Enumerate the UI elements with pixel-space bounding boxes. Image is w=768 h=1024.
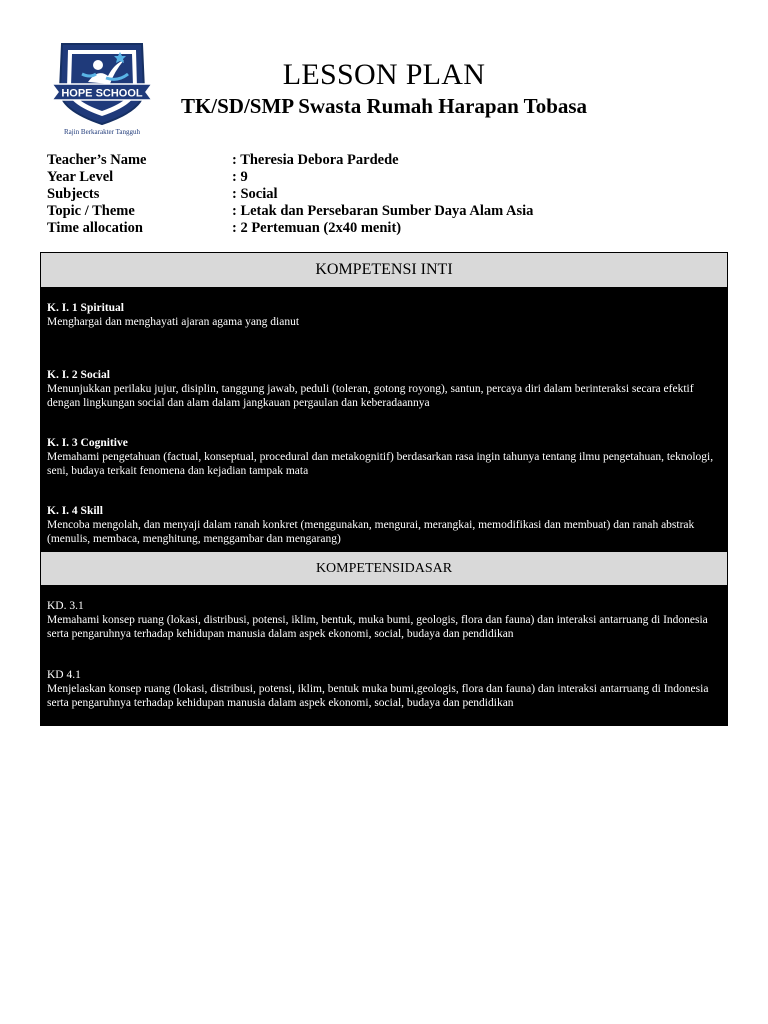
info-value: : 9 — [232, 169, 248, 185]
kd-text: Memahami konsep ruang (lokasi, distribusi, potensi, iklim, bentuk, muka bumi, geologis, flora dan fauna) dan interaksi antarruang di Indonesia serta pengaruhnya terhadap kehidupan manusia dalam aspek ekonomi, social, budaya dan pendidikan — [47, 614, 708, 640]
info-value: : Social — [232, 186, 278, 202]
page-title: LESSON PLAN — [282, 58, 486, 91]
info-label: Topic / Theme — [47, 203, 135, 219]
logo-banner-text: HOPE SCHOOL — [61, 87, 143, 100]
kompetensi-inti-heading: KOMPETENSI INTI — [41, 253, 727, 288]
info-row-teacher — [47, 152, 533, 169]
ki-text: Menghargai dan menghayati ajaran agama yang dianut — [47, 316, 300, 328]
kompetensi-dasar-content — [41, 586, 727, 725]
kd-text: Menjelaskan konsep ruang (lokasi, distribusi, potensi, iklim, bentuk muka bumi,geologis, flora dan fauna) dan interaksi antarruang di Indonesia serta pengaruhnya terhadap kehidupan manusia dalam aspek ekonomi, social, budaya dan pendidikan — [47, 683, 709, 709]
info-row-subjects — [47, 186, 533, 203]
info-value: : Letak dan Persebaran Sumber Daya Alam Asia — [232, 203, 534, 219]
ki-text: Menunjukkan perilaku jujur, disiplin, tanggung jawab, peduli (toleran, gotong royong), santun, percaya diri dalam berinteraksi secara efektif dengan lingkungan social dan alam dalam jangkauan pergaulan dan keberadaannya — [47, 383, 694, 409]
logo-tagline: Rajin Berkarakter Tangguh — [64, 128, 140, 136]
ki-title: K. I. 1 Spiritual — [47, 302, 125, 314]
ki-item — [47, 504, 721, 546]
ki-title: K. I. 2 Social — [47, 369, 110, 381]
ki-text: Mencoba mengolah, dan menyaji dalam ranah konkret (menggunakan, mengurai, merangkai, memodifikasi dan membuat) dan ranah abstrak (menulis, membaca, menghitung, menggambar dan mengarang) — [47, 519, 695, 545]
ki-item — [47, 368, 721, 410]
info-row-year-level — [47, 169, 533, 186]
competency-table — [40, 252, 728, 726]
info-value: : 2 Pertemuan (2x40 menit) — [232, 220, 402, 236]
ki-text: Memahami pengetahuan (factual, konseptual, procedural dan metakognitif) berdasarkan rasa ingin tahunya tentang ilmu pengetahuan, teknologi, seni, budaya terkait fenomena dan kejadian tampak mata — [47, 451, 714, 477]
info-value: : Theresia Debora Pardede — [232, 152, 399, 168]
info-label: Subjects — [47, 186, 100, 202]
page-subtitle: TK/SD/SMP Swasta Rumah Harapan Tobasa — [180, 94, 588, 118]
kompetensi-dasar-heading: KOMPETENSIDASAR — [41, 551, 727, 586]
kd-title: KD. 3.1 — [47, 600, 84, 612]
lesson-info — [47, 152, 533, 237]
info-label: Teacher’s Name — [47, 152, 147, 168]
info-label: Year Level — [47, 169, 114, 185]
info-row-time-allocation — [47, 220, 533, 237]
ki-item — [47, 436, 721, 478]
kd-item — [47, 668, 721, 710]
ki-item — [47, 301, 721, 329]
info-label: Time allocation — [47, 220, 143, 236]
ki-title: K. I. 4 Skill — [47, 505, 103, 517]
kd-title: KD 4.1 — [47, 669, 81, 681]
kd-item — [47, 599, 721, 641]
info-row-topic — [47, 203, 533, 220]
ki-title: K. I. 3 Cognitive — [47, 437, 128, 449]
kompetensi-inti-content — [41, 288, 727, 551]
